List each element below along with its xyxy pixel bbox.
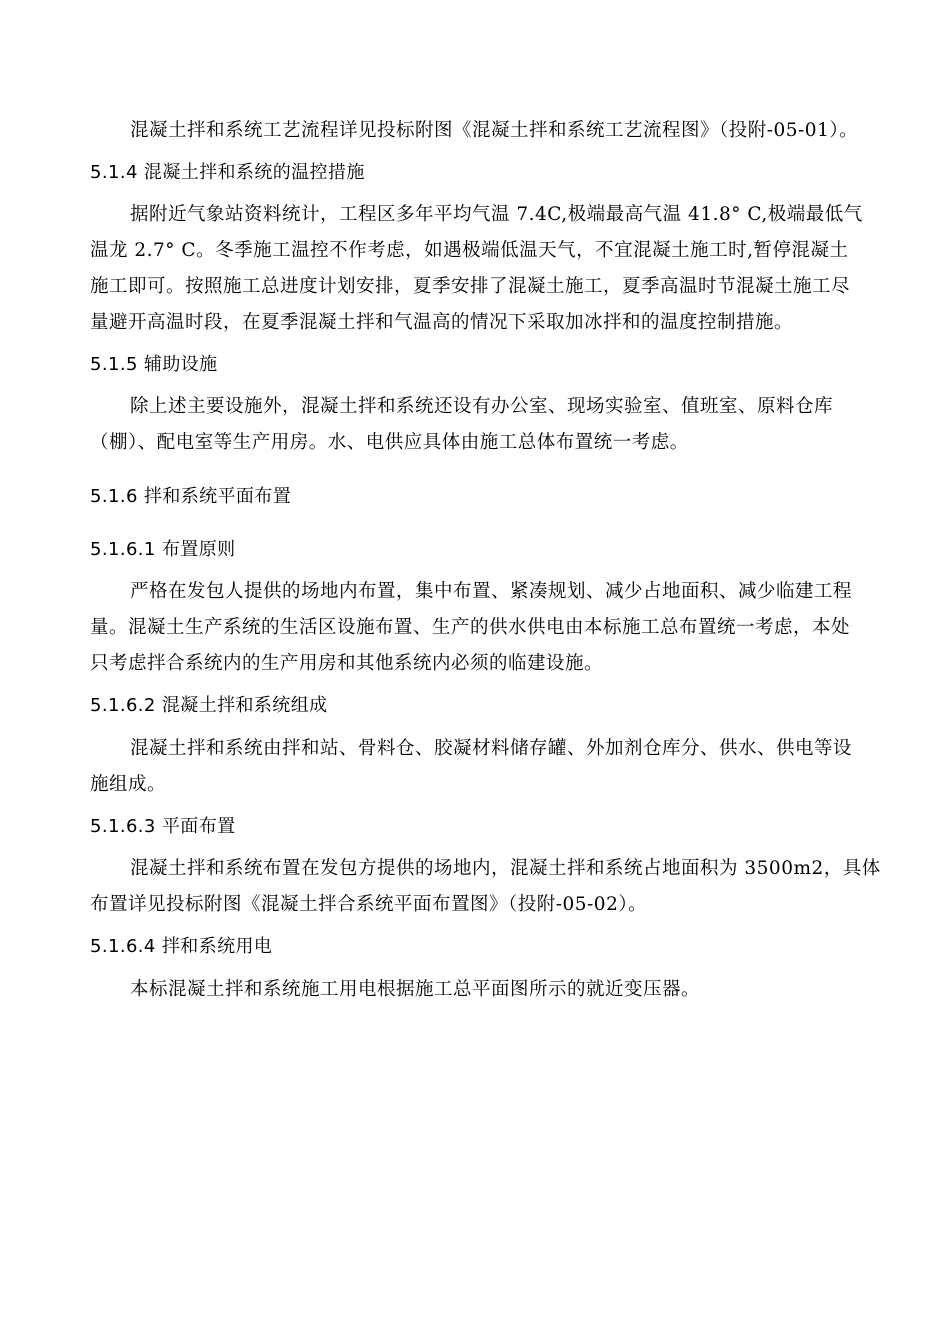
paragraph-principle-line-2: 量。混凝土生产系统的生活区设施布置、生产的供水供电由本标施工总布置统一考虑，本处 <box>90 617 851 638</box>
paragraph-principle-line-3: 只考虑拌合系统内的生产用房和其他系统内必须的临建设施。 <box>90 653 604 674</box>
paragraph-layout-line-1: 混凝土拌和系统布置在发包方提供的场地内，混凝土拌和系统占地面积为 3500m2，具体 <box>130 858 881 879</box>
heading-5-1-6-4: 5.1.6.4 拌和系统用电 <box>90 936 273 957</box>
heading-5-1-6-1: 5.1.6.1 布置原则 <box>90 539 236 560</box>
paragraph-power-line-1: 本标混凝土拌和系统施工用电根据施工总平面图所示的就近变压器。 <box>130 979 701 1000</box>
heading-5-1-4: 5.1.4 混凝土拌和系统的温控措施 <box>90 162 365 183</box>
paragraph-composition-line-2: 施组成。 <box>90 774 167 795</box>
paragraph-flowchart-line-1: 混凝土拌和系统工艺流程详见投标附图《混凝土拌和系统工艺流程图》（投附-05-01）。 <box>130 120 859 141</box>
paragraph-temperature-line-4: 量避开高温时段，在夏季混凝土拌和气温高的情况下采取加冰拌和的温度控制措施。 <box>90 312 794 333</box>
paragraph-layout-line-2: 布置详见投标附图《混凝土拌合系统平面布置图》（投附-05-02）。 <box>90 894 648 915</box>
heading-5-1-6-3: 5.1.6.3 平面布置 <box>90 816 236 837</box>
paragraph-temperature-line-1: 据附近气象站资料统计，工程区多年平均气温 7.4C,极端最高气温 41.8° C,极端最低气 <box>130 204 863 225</box>
heading-5-1-6: 5.1.6 拌和系统平面布置 <box>90 486 292 507</box>
paragraph-auxiliary-line-1: 除上述主要设施外，混凝土拌和系统还设有办公室、现场实验室、值班室、原料仓库 <box>130 396 834 417</box>
paragraph-principle-line-1: 严格在发包人提供的场地内布置，集中布置、紧凑规划、减少占地面积、减少临建工程 <box>130 581 853 602</box>
paragraph-temperature-line-3: 施工即可。按照施工总进度计划安排，夏季安排了混凝土施工，夏季高温时节混凝土施工尽 <box>90 276 851 297</box>
heading-5-1-6-2: 5.1.6.2 混凝土拌和系统组成 <box>90 695 328 716</box>
paragraph-composition-line-1: 混凝土拌和系统由拌和站、骨料仓、胶凝材料储存罐、外加剂仓库分、供水、供电等设 <box>130 738 853 759</box>
paragraph-auxiliary-line-2: （棚）、配电室等生产用房。水、电供应具体由施工总体布置统一考虑。 <box>90 432 689 453</box>
heading-5-1-5: 5.1.5 辅助设施 <box>90 354 218 375</box>
paragraph-temperature-line-2: 温龙 2.7° C。冬季施工温控不作考虑，如遇极端低温天气，不宜混凝土施工时,暂停混凝土 <box>90 240 849 261</box>
